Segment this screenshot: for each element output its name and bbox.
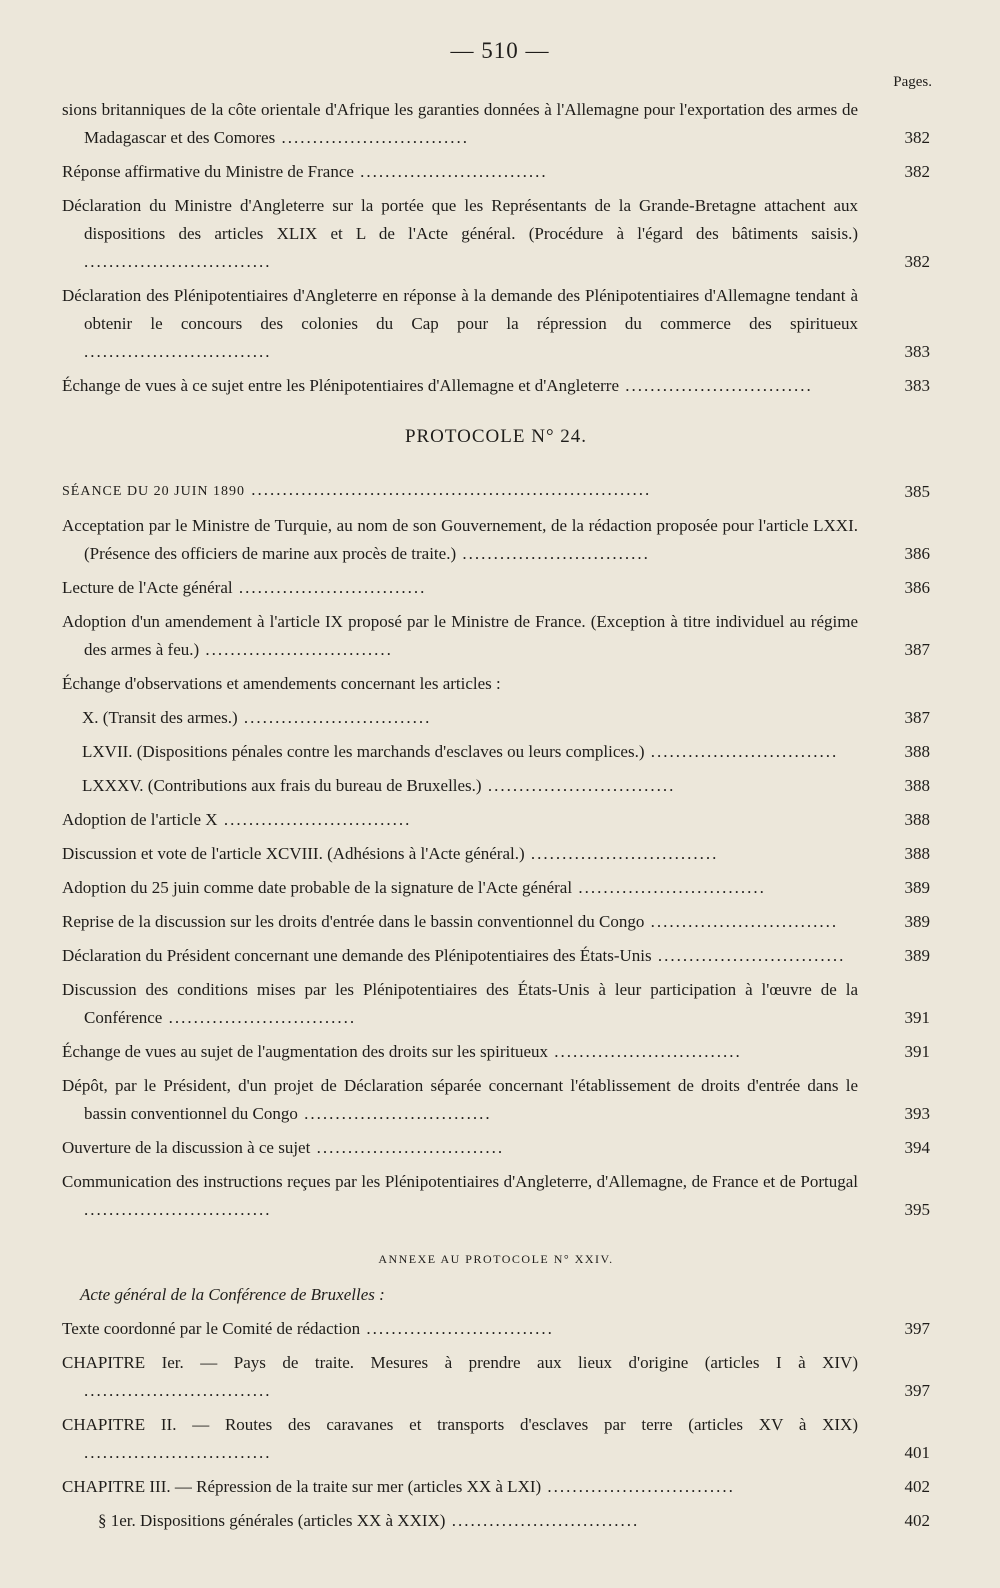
toc-entry xyxy=(62,942,930,970)
toc-entry xyxy=(62,806,930,834)
toc-entry-page: 386 xyxy=(904,544,930,563)
toc-entry-text: Reprise de la discussion sur les droits d'entrée dans le bassin conventionnel du Congo xyxy=(62,912,645,931)
toc-entry-page: 388 xyxy=(904,810,930,829)
toc-entry-page: 388 xyxy=(904,844,930,863)
toc-entry xyxy=(62,512,930,568)
toc-entry-text: CHAPITRE II. — Routes des caravanes et transports d'esclaves par terre (articles XV à XIX) xyxy=(62,1415,858,1434)
leader-dots: .............................. xyxy=(644,742,839,761)
toc-entry-page: 382 xyxy=(904,128,930,147)
leader-dots: .............................. xyxy=(572,878,766,897)
toc-entry xyxy=(62,840,930,868)
leader-dots: .............................. xyxy=(524,844,719,863)
toc-entry-text: Échange de vues à ce sujet entre les Plénipotentiaires d'Allemagne et d'Angleterre xyxy=(62,376,619,395)
toc-entry xyxy=(62,738,930,766)
leader-dots: .............................. xyxy=(84,1200,272,1219)
leader-dots: .............................. xyxy=(360,1319,554,1338)
leader-dots: .............................. xyxy=(237,708,432,727)
toc-entry-page: 387 xyxy=(904,640,930,659)
toc-entry xyxy=(62,908,930,936)
toc-entry-page: 395 xyxy=(904,1200,930,1219)
toc-entry xyxy=(62,1072,930,1128)
toc-entry-text: Adoption d'un amendement à l'article IX proposé par le Ministre de France. (Exception à titre individuel au régime des armes à feu.) xyxy=(62,612,858,659)
leader-dots: .............................. xyxy=(217,810,412,829)
toc-entry xyxy=(62,1134,930,1162)
toc-entry xyxy=(62,372,930,400)
leader-dots: .............................. xyxy=(651,946,846,965)
leader-dots: .............................. xyxy=(541,1477,735,1496)
table-of-contents xyxy=(62,96,930,1541)
toc-entry-text: LXVII. (Dispositions pénales contre les marchands d'esclaves ou leurs complices.) xyxy=(82,742,645,761)
toc-entry-page: 383 xyxy=(904,342,930,361)
entries-top xyxy=(62,96,930,400)
leader-dots: .............................. xyxy=(310,1138,505,1157)
toc-entry-page: 389 xyxy=(904,946,930,965)
toc-entry-page: 383 xyxy=(904,376,930,395)
annex-heading: ANNEXE AU PROTOCOLE N° XXIV. xyxy=(378,1252,614,1266)
leader-dots: .............................. xyxy=(162,1008,357,1027)
toc-entry xyxy=(62,192,930,276)
toc-entry xyxy=(62,1315,930,1343)
toc-entry xyxy=(62,1168,930,1224)
toc-entry-text: X. (Transit des armes.) xyxy=(82,708,238,727)
toc-entry xyxy=(62,874,930,902)
leader-dots: ................................................................ xyxy=(245,480,652,499)
toc-entry-text: Adoption du 25 juin comme date probable de la signature de l'Acte général xyxy=(62,878,573,897)
toc-entry-page: 402 xyxy=(904,1477,930,1496)
toc-entry-page: 388 xyxy=(904,776,930,795)
toc-entry-text: Échange d'observations et amendements concernant les articles : xyxy=(62,674,501,693)
leader-dots: .............................. xyxy=(199,640,393,659)
toc-entry-text: Texte coordonné par le Comité de rédaction xyxy=(62,1319,361,1338)
toc-entry xyxy=(62,608,930,664)
toc-entry-text: Lecture de l'Acte général xyxy=(62,578,233,597)
toc-entry-page: 382 xyxy=(904,252,930,271)
toc-entry-text: CHAPITRE Ier. — Pays de traite. Mesures à prendre aux lieux d'origine (articles I à XIV) xyxy=(62,1353,858,1372)
leader-dots: .............................. xyxy=(84,342,272,361)
leader-dots: .............................. xyxy=(548,1042,742,1061)
leader-dots: .............................. xyxy=(353,162,548,181)
toc-entry-page: 382 xyxy=(904,162,930,181)
toc-entry-page: 387 xyxy=(904,708,930,727)
toc-entry-text: Déclaration du Président concernant une demande des Plénipotentiaires des États-Unis xyxy=(62,946,652,965)
toc-entry xyxy=(62,1411,930,1467)
toc-entry xyxy=(62,670,930,698)
toc-entry-page: 402 xyxy=(904,1511,930,1530)
leader-dots: .............................. xyxy=(481,776,676,795)
toc-entry-text: Acceptation par le Ministre de Turquie, au nom de son Gouvernement, de la rédaction proposée pour l'article LXXI. (Présence des officiers de marine aux procès de traite.) xyxy=(62,516,858,563)
annex-subtitle: Acte général de la Conférence de Bruxelles : xyxy=(80,1285,385,1304)
toc-entry-text: Adoption de l'article X xyxy=(62,810,218,829)
toc-entry-text: Déclaration du Ministre d'Angleterre sur la portée que les Représentants de la Grande-Bretagne attachent aux dispositions des articles XLIX et L de l'Acte général. (Procédure à l'égard des bâtiments saisis.) xyxy=(62,196,858,243)
toc-entry-page: 391 xyxy=(904,1008,930,1027)
leader-dots: .............................. xyxy=(275,128,469,147)
leader-dots: .............................. xyxy=(619,376,813,395)
toc-entry-page: 397 xyxy=(904,1319,930,1338)
toc-entry xyxy=(62,1507,930,1535)
page-number: — 510 — xyxy=(450,38,550,63)
toc-entry xyxy=(62,976,930,1032)
toc-entry-page: 394 xyxy=(904,1138,930,1157)
toc-entry xyxy=(62,574,930,602)
toc-entry-text: sions britanniques de la côte orientale d'Afrique les garanties données à l'Allemagne pour l'exportation des armes de Madagascar et des Comores xyxy=(62,100,858,147)
toc-entry-text: § 1er. Dispositions générales (articles XX à XXIX) xyxy=(98,1511,446,1530)
toc-entry-page: 401 xyxy=(904,1443,930,1462)
leader-dots: .............................. xyxy=(644,912,839,931)
leader-dots: .............................. xyxy=(297,1104,492,1123)
leader-dots: .............................. xyxy=(232,578,427,597)
protocol-heading: PROTOCOLE N° 24. xyxy=(404,426,588,447)
toc-entry-text: Dépôt, par le Président, d'un projet de Déclaration séparée concernant l'établissement de droits d'entrée dans le bassin conventionnel du Congo xyxy=(62,1076,858,1123)
toc-entry-page: 393 xyxy=(904,1104,930,1123)
toc-entry-text: Discussion des conditions mises par les Plénipotentiaires des États-Unis à leur participation à l'œuvre de la Conférence xyxy=(62,980,858,1027)
seance-label: SÉANCE DU 20 JUIN 1890 xyxy=(62,484,245,499)
entries-annex xyxy=(62,1315,930,1535)
toc-entry-text: LXXXV. (Contributions aux frais du bureau de Bruxelles.) xyxy=(82,776,482,795)
pages-column-label: Pages. xyxy=(893,74,932,90)
toc-entry-page: 389 xyxy=(904,912,930,931)
seance-entry xyxy=(62,476,930,506)
toc-entry xyxy=(62,1473,930,1501)
toc-entry-page: 391 xyxy=(904,1042,930,1061)
leader-dots: .............................. xyxy=(456,544,650,563)
toc-entry-text: Discussion et vote de l'article XCVIII. (Adhésions à l'Acte général.) xyxy=(62,844,525,863)
entries-mid xyxy=(62,512,930,1224)
toc-entry-page: 397 xyxy=(904,1381,930,1400)
toc-entry-text: Déclaration des Plénipotentiaires d'Angleterre en réponse à la demande des Plénipotentiaires d'Allemagne tendant à obtenir le concours des colonies du Cap pour la répression du commerce des spiritueux xyxy=(62,286,858,333)
toc-entry xyxy=(62,158,930,186)
toc-entry xyxy=(62,96,930,152)
leader-dots: .............................. xyxy=(445,1511,640,1530)
toc-entry-page: 386 xyxy=(904,578,930,597)
toc-entry-text: Communication des instructions reçues par les Plénipotentiaires d'Angleterre, d'Allemagne, de France et de Portugal xyxy=(62,1172,858,1191)
leader-dots: .............................. xyxy=(84,252,272,271)
toc-entry xyxy=(62,772,930,800)
toc-entry-page: 388 xyxy=(904,742,930,761)
toc-entry-text: Échange de vues au sujet de l'augmentation des droits sur les spiritueux xyxy=(62,1042,549,1061)
toc-entry xyxy=(62,1349,930,1405)
toc-entry xyxy=(62,704,930,732)
toc-entry-text: Réponse affirmative du Ministre de France xyxy=(62,162,354,181)
toc-entry-page: 389 xyxy=(904,878,930,897)
toc-entry xyxy=(62,1038,930,1066)
seance-page: 385 xyxy=(904,482,930,501)
toc-entry xyxy=(62,282,930,366)
leader-dots: .............................. xyxy=(84,1443,272,1462)
toc-entry-text: Ouverture de la discussion à ce sujet xyxy=(62,1138,311,1157)
toc-entry-text: CHAPITRE III. — Répression de la traite sur mer (articles XX à LXI) xyxy=(62,1477,542,1496)
leader-dots: .............................. xyxy=(84,1381,272,1400)
